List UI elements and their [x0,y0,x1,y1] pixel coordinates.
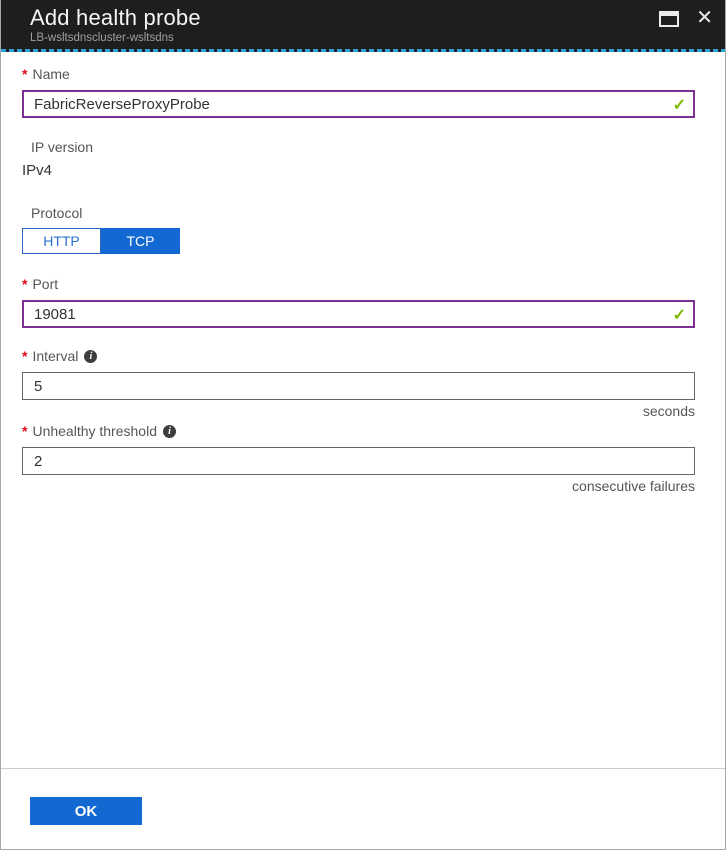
interval-input[interactable] [22,372,695,400]
close-icon[interactable]: ✕ [696,7,713,29]
maximize-icon[interactable] [659,11,679,27]
blade-footer [1,768,725,849]
info-icon[interactable]: i [84,350,97,363]
unhealthy-threshold-input[interactable] [22,447,695,475]
protocol-field [22,206,695,254]
ok-button[interactable]: OK [30,797,142,825]
port-field [22,277,695,328]
port-input[interactable] [22,300,695,328]
required-asterisk: * [22,66,28,82]
valid-check-icon: ✓ [672,97,686,114]
protocol-option-http[interactable]: HTTP [22,228,101,254]
name-label: * Name [22,66,70,82]
protocol-label: Protocol [31,205,83,221]
protocol-toggle [22,228,180,254]
unhealthy-threshold-field [22,424,695,494]
interval-unit-caption: seconds [642,403,695,419]
ip-version-label: IP version [31,139,93,155]
protocol-option-tcp[interactable]: TCP [101,228,180,254]
valid-check-icon: ✓ [672,307,686,324]
info-icon[interactable]: i [163,425,176,438]
page-subtitle: LB-wsltsdnscluster-wsltsdns [30,32,174,44]
form-content [1,52,725,768]
required-asterisk: * [22,423,28,439]
unhealthy-threshold-unit-caption: consecutive failures [572,478,695,494]
required-asterisk: * [22,348,28,364]
port-input-wrap [22,300,695,328]
header-controls [659,9,715,27]
port-label: * Port [22,276,59,292]
unhealthy-threshold-input-wrap [22,447,695,475]
blade-header [1,0,725,52]
name-input-wrap [22,90,695,118]
ip-version-field [22,140,695,180]
required-asterisk: * [22,276,28,292]
ip-version-value: IPv4 [22,162,53,179]
name-field [22,67,695,118]
header-accent-divider [1,49,725,52]
interval-label: * Interval i [22,349,695,364]
page-title: Add health probe [30,5,201,30]
interval-field [22,349,695,419]
name-input[interactable] [22,90,695,118]
interval-input-wrap [22,372,695,400]
unhealthy-threshold-label: * Unhealthy threshold i [22,424,695,439]
